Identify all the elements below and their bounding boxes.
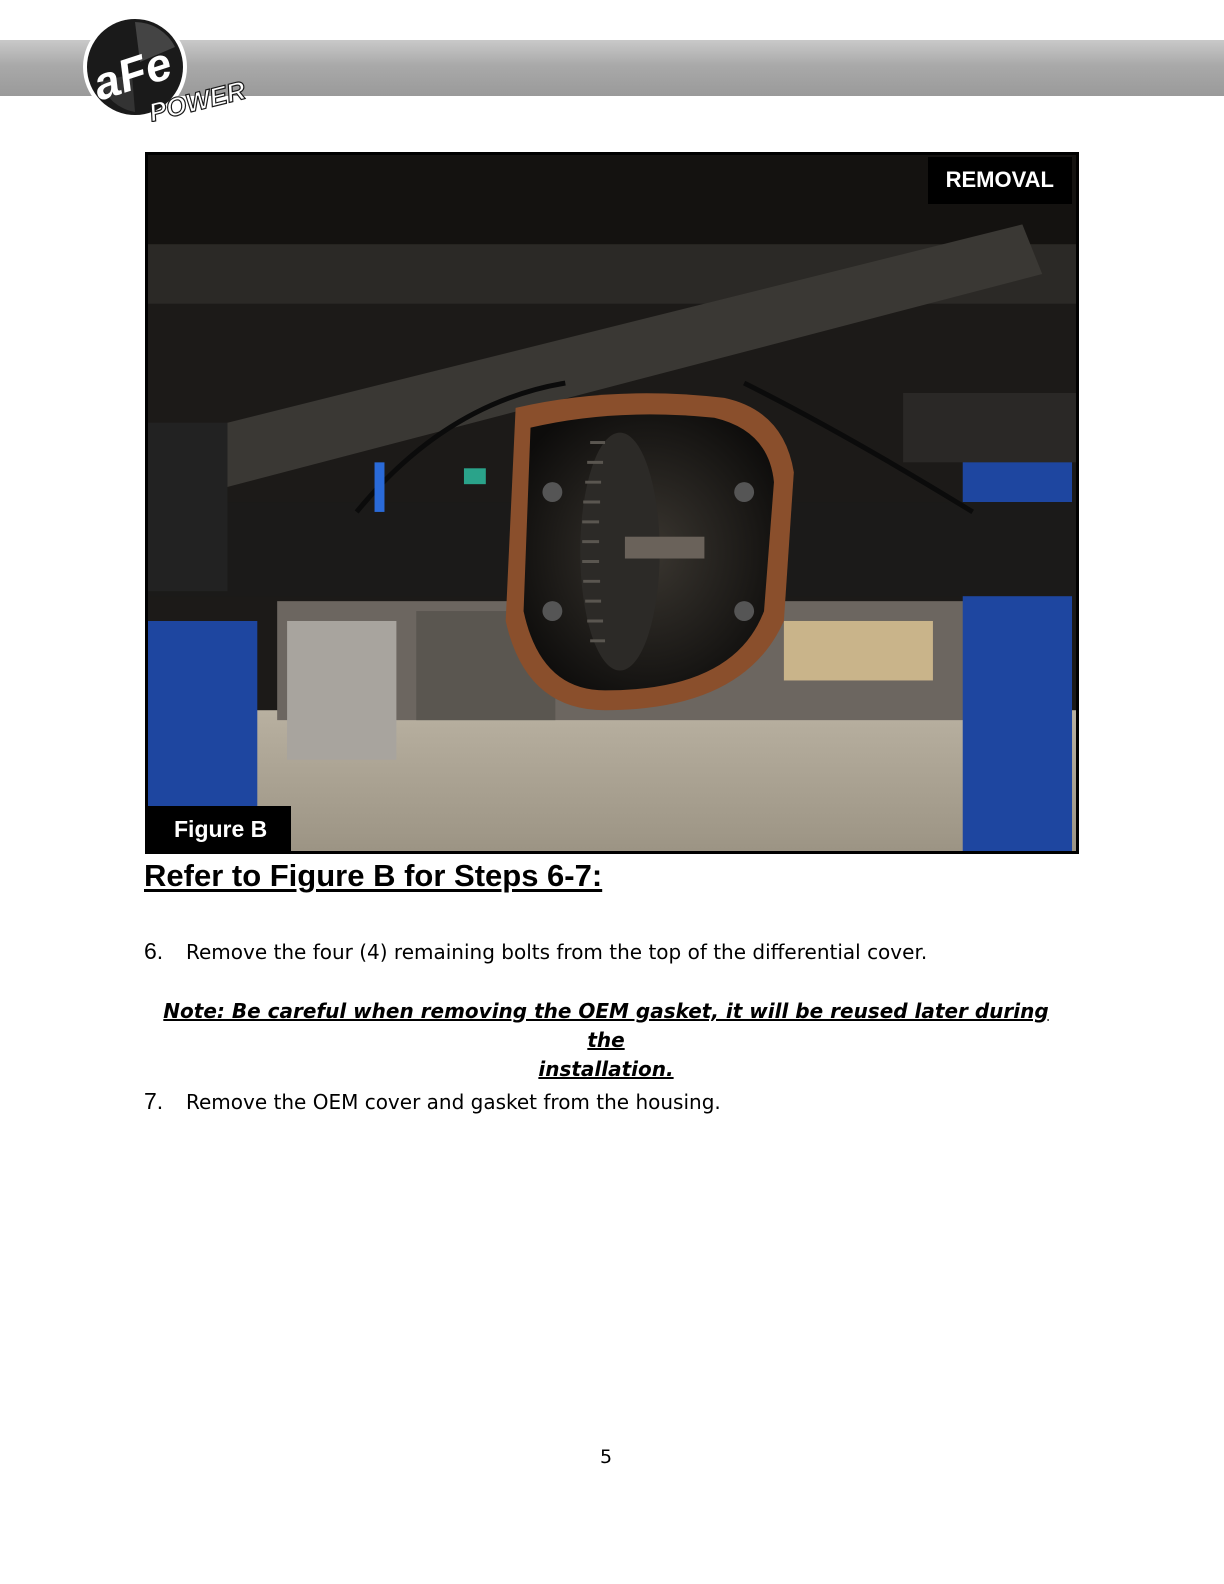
figure-caption-label: Figure B <box>148 806 291 851</box>
page-number: 5 <box>599 1446 613 1468</box>
note-line-1: Note: Be careful when removing the OEM gasket, it will be reused later during the <box>163 999 1049 1052</box>
afe-power-logo <box>80 12 250 122</box>
step-number: 6. <box>144 938 164 964</box>
note-line-2: installation. <box>538 1057 674 1081</box>
step-number: 7. <box>144 1088 164 1114</box>
section-title: Refer to Figure B for Steps 6-7: <box>144 858 603 893</box>
step-text: Remove the four (4) remaining bolts from the top of the differential cover. <box>186 940 928 964</box>
differential-photo <box>148 155 1076 851</box>
svg-text:POWER: POWER <box>145 74 249 122</box>
svg-text:aFe: aFe <box>86 36 178 111</box>
removal-label: REMOVAL <box>928 157 1072 204</box>
step-text: Remove the OEM cover and gasket from the housing. <box>186 1090 721 1114</box>
caution-note <box>144 997 1068 1084</box>
figure-b-photo <box>145 152 1079 854</box>
